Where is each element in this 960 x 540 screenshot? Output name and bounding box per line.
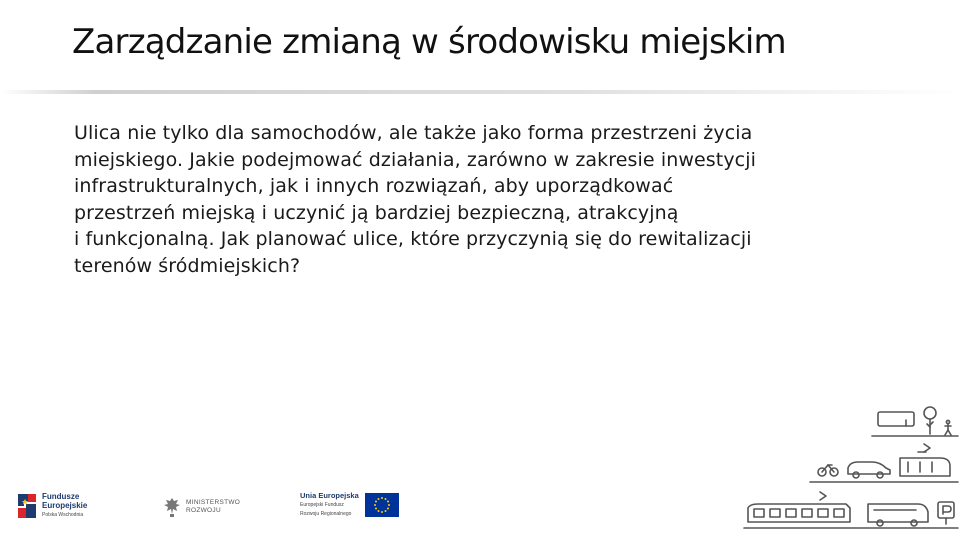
ue-text xyxy=(300,492,359,518)
ue-line1: Unia Europejska xyxy=(300,491,359,500)
logo-ministerstwo-rozwoju xyxy=(162,496,240,518)
street-tier-middle xyxy=(810,444,958,482)
body-line: i funkcjonalną. Jak planować ulice, które przyczynią się do rewitalizacji xyxy=(74,228,752,250)
slide-body xyxy=(74,120,914,279)
ministerstwo-line1: MINISTERSTWO xyxy=(186,499,241,506)
body-line: przestrzeń miejską i uczynić ją bardziej bezpieczną, atrakcyjną xyxy=(74,201,679,224)
ministerstwo-text xyxy=(186,499,240,515)
fundusze-line3: Polska Wschodnia xyxy=(42,512,84,518)
fundusze-text xyxy=(42,492,87,520)
logo-unia-europejska xyxy=(300,492,399,518)
street-tier-top xyxy=(872,407,958,436)
street-tier-bottom xyxy=(744,492,958,528)
slide-title: Zarządzanie zmianą w środowisku miejskim xyxy=(72,22,786,62)
body-line: miejskiego. Jakie podejmować działania, zarówno w zakresie inwestycji xyxy=(74,148,756,171)
body-line: terenów śródmiejskich? xyxy=(74,254,301,277)
eu-flag-icon xyxy=(365,493,399,517)
polish-eagle-emblem-icon xyxy=(162,496,182,518)
city-transport-illustration xyxy=(740,400,960,540)
title-divider xyxy=(0,90,960,94)
ministerstwo-line2: ROZWOJU xyxy=(186,507,221,514)
ue-line3: Rozwoju Regionalnego xyxy=(300,511,352,517)
ue-line2: Europejski Fundusz xyxy=(300,502,344,508)
footer-logos xyxy=(0,488,420,528)
logo-fundusze-europejskie xyxy=(16,492,87,520)
fundusze-europejskie-logo-icon xyxy=(16,492,38,520)
body-line: infrastrukturalnych, jak i innych rozwiązań, aby uporządkować xyxy=(74,175,674,197)
fundusze-line1: Fundusze xyxy=(42,492,80,501)
body-line: Ulica nie tylko dla samochodów, ale także jako forma przestrzeni życia xyxy=(74,122,753,144)
fundusze-line2: Europejskie xyxy=(42,501,88,510)
